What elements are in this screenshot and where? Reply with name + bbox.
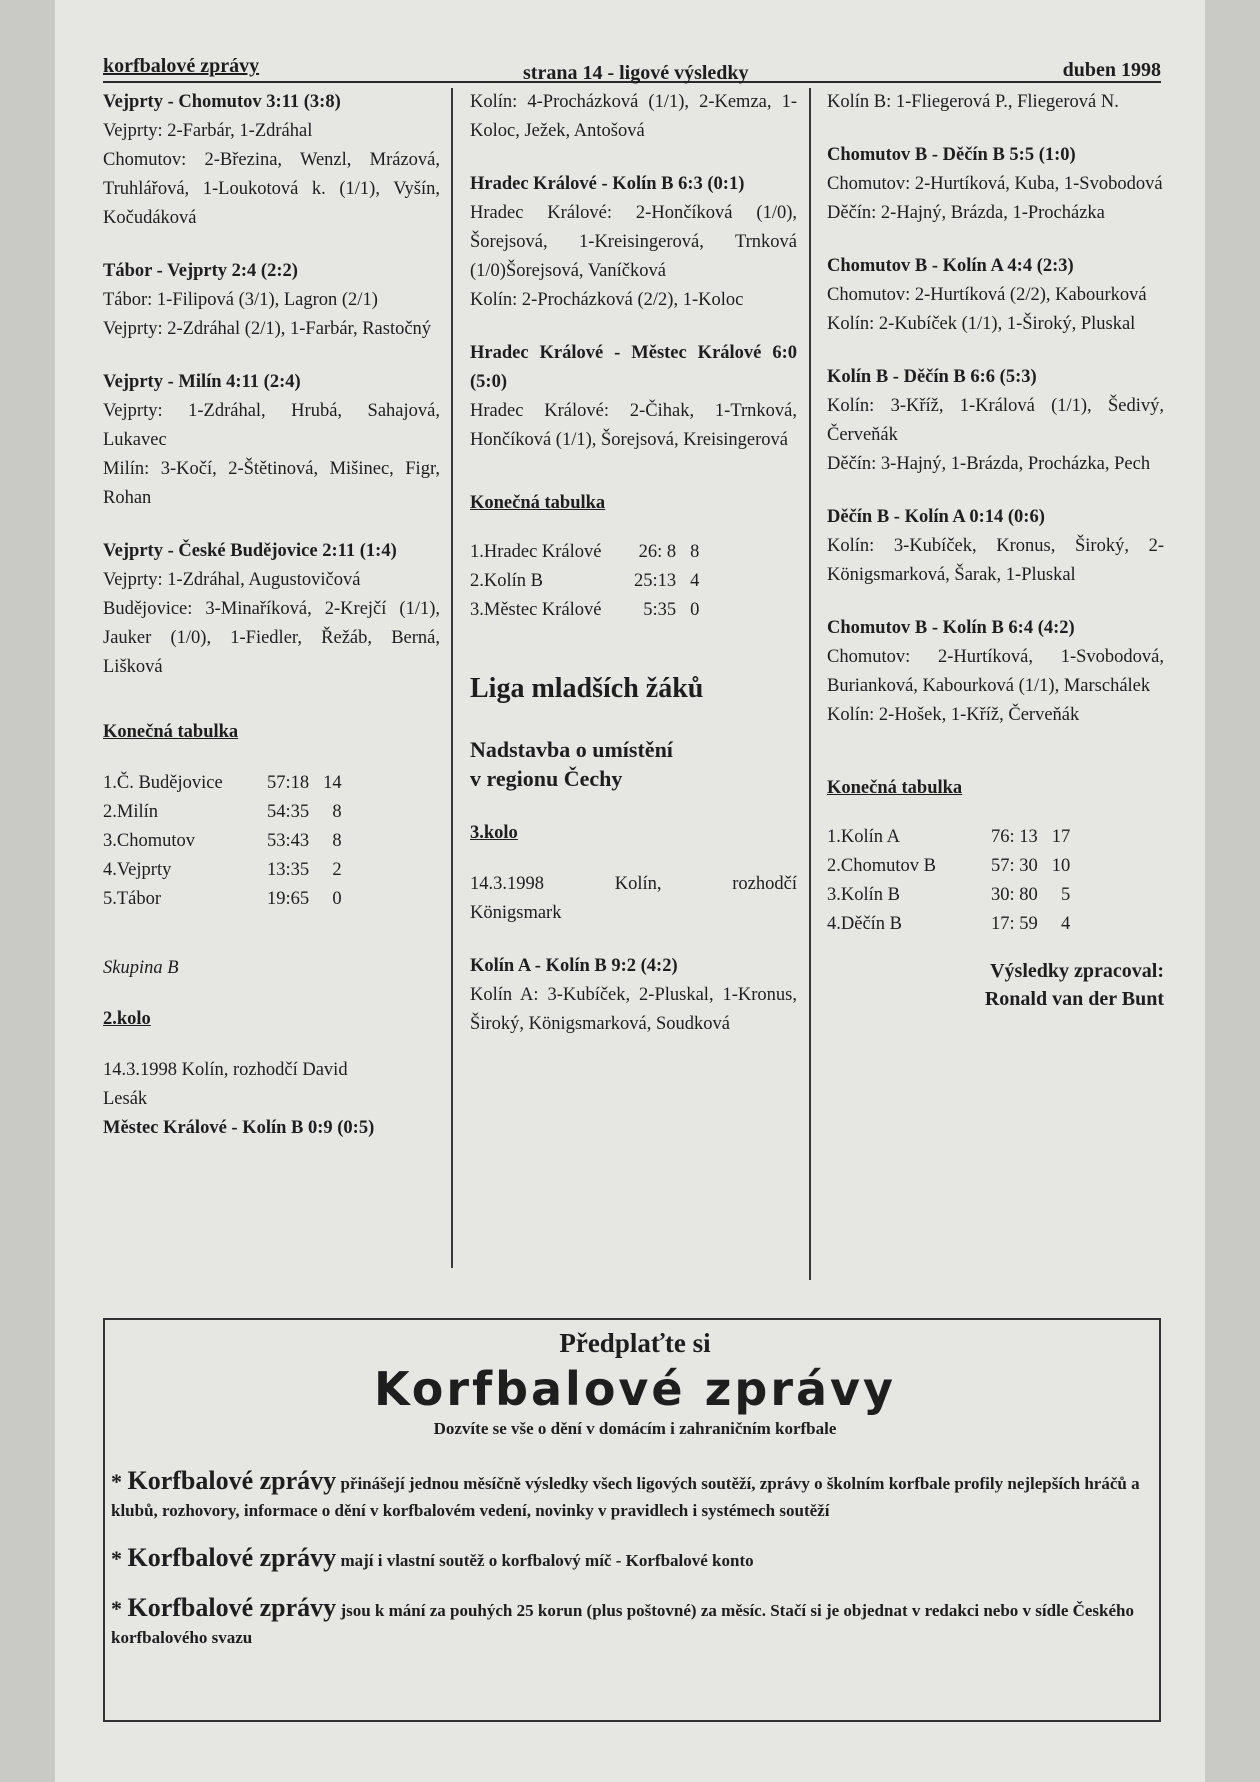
table-row <box>103 885 356 914</box>
round-label: 2.kolo <box>103 1009 151 1029</box>
column-divider <box>809 88 811 1280</box>
match-report <box>827 503 1164 590</box>
score-cell: 57:18 <box>267 773 310 793</box>
match-title: Chomutov B - Kolín B 6:4 (4:2) <box>827 618 1075 638</box>
table-row <box>827 881 1084 910</box>
score-cell: 13:35 <box>267 860 310 880</box>
score-cell: 30: 80 <box>991 885 1038 905</box>
match-title: Vejprty - Milín 4:11 (2:4) <box>103 372 301 392</box>
referee-name: Königsmark <box>470 903 562 923</box>
match-scorers: Milín: 3-Kočí, 2-Štětinová, Mišinec, Figr, Rohan <box>103 459 440 508</box>
section-subtitle: Nadstavba o umístění <box>470 737 673 762</box>
standings-table <box>470 538 713 625</box>
match-scorers: Tábor: 1-Filipová (3/1), Lagron (2/1) <box>103 290 378 310</box>
match-scorers: Děčín: 3-Hajný, 1-Brázda, Procházka, Pech <box>827 454 1151 474</box>
points-cell: 4 <box>1061 914 1071 934</box>
match-scorers: Vejprty: 2-Zdráhal (2/1), 1-Farbár, Rastočný <box>103 319 432 339</box>
match-scorers: Děčín: 2-Hajný, Brázda, 1-Procházka <box>827 203 1105 223</box>
points-cell: 8 <box>332 831 342 851</box>
points-cell: 4 <box>690 571 700 591</box>
ad-masthead: Korfbalové zprávy <box>373 1362 897 1416</box>
match-title: Chomutov B - Děčín B 5:5 (1:0) <box>827 145 1076 165</box>
venue-text: Kolín, <box>614 874 662 894</box>
team-cell: 2.Chomutov B <box>827 856 936 876</box>
match-scorers: Kolín: 2-Kubíček (1/1), 1-Široký, Pluskal <box>827 314 1136 334</box>
points-cell: 8 <box>690 542 700 562</box>
match-scorers: Kolín: 3-Kubíček, Kronus, Široký, 2-Königsmarková, Šarak, 1-Pluskal <box>827 536 1164 585</box>
column-divider <box>451 88 453 1268</box>
match-report <box>103 368 440 513</box>
ad-brand: Korfbalové zprávy <box>127 1593 337 1622</box>
score-cell: 57: 30 <box>991 856 1038 876</box>
team-cell: 3.Chomutov <box>103 831 195 851</box>
match-scorers: Chomutov: 2-Březina, Wenzl, Mrázová, Truhlářová, 1-Loukotová k. (1/1), Vyšín, Kočudáková <box>103 150 440 228</box>
match-title: Kolín B - Děčín B 6:6 (5:3) <box>827 367 1037 387</box>
score-cell: 19:65 <box>267 889 310 909</box>
match-scorers: Kolín: 2-Hošek, 1-Kříž, Červeňák <box>827 705 1080 725</box>
league-title: Liga mladších žáků <box>470 673 704 704</box>
team-cell: 1.Hradec Králové <box>470 542 602 562</box>
results-credit-name: Ronald van der Bunt <box>984 988 1164 1010</box>
match-scorers: Chomutov: 2-Hurtíková (2/2), Kabourková <box>827 285 1147 305</box>
match-date <box>470 870 797 899</box>
match-title: Tábor - Vejprty 2:4 (2:2) <box>103 261 298 281</box>
match-scorers: Budějovice: 3-Minaříková, 2-Krejčí (1/1), Jauker (1/0), 1-Fiedler, Řežáb, Berná, Lišková <box>103 599 440 677</box>
match-report <box>103 257 440 344</box>
score-cell: 5:35 <box>643 600 677 620</box>
referee-name: Lesák <box>103 1089 148 1109</box>
score-cell: 26: 8 <box>638 542 677 562</box>
team-cell: 2.Kolín B <box>470 571 543 591</box>
referee-label: rozhodčí <box>732 874 797 894</box>
match-report <box>827 363 1164 479</box>
ad-brand: Korfbalové zprávy <box>127 1543 337 1572</box>
score-cell: 25:13 <box>634 571 677 591</box>
match-scorers: Kolín: 3-Kříž, 1-Králová (1/1), Šedivý, Červeňák <box>827 396 1164 445</box>
ad-brand: Korfbalové zprávy <box>127 1466 337 1495</box>
match-report <box>827 88 1164 117</box>
score-cell: 53:43 <box>267 831 310 851</box>
standings-title: Konečná tabulka <box>470 493 606 513</box>
match-report <box>470 88 797 146</box>
section-subtitle: v regionu Čechy <box>470 766 623 791</box>
team-cell: 2.Milín <box>103 802 158 822</box>
team-cell: 1.Kolín A <box>827 827 900 847</box>
match-title: Vejprty - České Budějovice 2:11 (1:4) <box>103 541 397 561</box>
match-report <box>103 88 440 233</box>
match-report <box>470 339 797 455</box>
match-scorers: Chomutov: 2-Hurtíková, Kuba, 1-Svobodová <box>827 174 1163 194</box>
points-cell: 5 <box>1061 885 1071 905</box>
date-text: 14.3.1998 Kolín, rozhodčí David <box>103 1060 348 1080</box>
match-title: Kolín A - Kolín B 9:2 (4:2) <box>470 956 678 976</box>
match-title: Hradec Králové - Městec Králové 6:0 (5:0) <box>470 343 797 392</box>
table-row <box>470 596 713 625</box>
asterisk-icon: * <box>111 1469 128 1494</box>
match-scorers: Kolín: 2-Procházková (2/2), 1-Koloc <box>470 290 744 310</box>
team-cell: 4.Děčín B <box>827 914 903 934</box>
match-scorers: Kolín: 4-Procházková (1/1), 2-Kemza, 1-Koloc, Ježek, Antošová <box>470 92 797 141</box>
points-cell: 14 <box>323 773 342 793</box>
match-scorers: Kolín B: 1-Fliegerová P., Fliegerová N. <box>827 92 1119 112</box>
header-publication: korfbalové zprávy <box>103 55 260 77</box>
match-report <box>827 141 1164 228</box>
page-header <box>103 55 1161 83</box>
match-title: Vejprty - Chomutov 3:11 (3:8) <box>103 92 341 112</box>
match-date <box>103 1056 440 1085</box>
team-cell: 1.Č. Budějovice <box>103 773 223 793</box>
header-date: duben 1998 <box>1062 59 1161 81</box>
team-cell: 3.Kolín B <box>827 885 900 905</box>
match-title: Hradec Králové - Kolín B 6:3 (0:1) <box>470 174 745 194</box>
header-page-title: strana 14 - ligové výsledky <box>523 62 749 84</box>
date-text: 14.3.1998 <box>470 874 544 894</box>
match-title: Chomutov B - Kolín A 4:4 (2:3) <box>827 256 1074 276</box>
table-row <box>827 852 1084 881</box>
score-cell: 17: 59 <box>991 914 1038 934</box>
match-report <box>470 170 797 315</box>
table-row <box>827 823 1084 852</box>
ad-paragraph <box>111 1544 1159 1574</box>
match-scorers: Hradec Králové: 2-Hončíková (1/0), Šorejsová, 1-Kreisingerová, Trnková (1/0)Šorejsová, Vaníčková <box>470 203 797 281</box>
match-scorers: Chomutov: 2-Hurtíková, 1-Svobodová, Burianková, Kabourková (1/1), Marschálek <box>827 647 1164 696</box>
match-title: Městec Králové - Kolín B 0:9 (0:5) <box>103 1118 375 1138</box>
subscription-ad <box>103 1318 1161 1722</box>
table-row <box>103 769 356 798</box>
score-cell: 76: 13 <box>991 827 1038 847</box>
match-scorers: Kolín A: 3-Kubíček, 2-Pluskal, 1-Kronus, Široký, Königsmarková, Soudková <box>470 985 797 1034</box>
score-cell: 54:35 <box>267 802 310 822</box>
table-row <box>103 798 356 827</box>
match-report <box>827 252 1164 339</box>
ad-tagline: Dozvíte se vše o dění v domácím i zahraničním korfbale <box>433 1419 837 1438</box>
column-2 <box>470 88 797 1063</box>
column-1 <box>103 88 440 1143</box>
match-report <box>827 614 1164 730</box>
match-scorers: Vejprty: 1-Zdráhal, Augustovičová <box>103 570 361 590</box>
ad-text: jsou k mání za pouhých 25 korun (plus poštovné) za měsíc. Stačí si je objednat v redakci nebo v sídle Českého korfbalového svazu <box>111 1601 1135 1647</box>
standings-table <box>103 769 356 914</box>
match-report <box>470 952 797 1039</box>
points-cell: 0 <box>332 889 342 909</box>
results-credit-label: Výsledky zpracoval: <box>990 960 1164 982</box>
standings-title: Konečná tabulka <box>103 722 239 742</box>
standings-title: Konečná tabulka <box>827 778 963 798</box>
team-cell: 4.Vejprty <box>103 860 172 880</box>
standings-table <box>827 823 1084 939</box>
asterisk-icon: * <box>111 1596 128 1621</box>
table-row <box>103 856 356 885</box>
ad-paragraph <box>111 1594 1159 1651</box>
points-cell: 8 <box>332 802 342 822</box>
team-cell: 5.Tábor <box>103 889 162 909</box>
points-cell: 17 <box>1051 827 1071 847</box>
ad-text: mají i vlastní soutěž o korfbalový míč - Korfbalové konto <box>340 1551 754 1570</box>
match-title: Děčín B - Kolín A 0:14 (0:6) <box>827 507 1045 527</box>
match-scorers: Vejprty: 2-Farbár, 1-Zdráhal <box>103 121 313 141</box>
team-cell: 3.Městec Králové <box>470 600 602 620</box>
match-report <box>103 537 440 682</box>
table-row <box>470 538 713 567</box>
match-scorers: Vejprty: 1-Zdráhal, Hrubá, Sahajová, Lukavec <box>103 401 440 450</box>
match-scorers: Hradec Králové: 2-Čihak, 1-Trnková, Hončíková (1/1), Šorejsová, Kreisingerová <box>470 401 797 450</box>
table-row <box>470 567 713 596</box>
ad-text: přinášejí jednou měsíčně výsledky všech ligových soutěží, zprávy o školním korfbale profily nejlepších hráčů a klubů, rozhovory, informace o dění v korfbalovém vedení, novinky v pravidlech i systémech soutěží <box>111 1474 1140 1520</box>
ad-heading: Předplaťte si <box>559 1328 711 1358</box>
points-cell: 0 <box>690 600 700 620</box>
asterisk-icon: * <box>111 1546 128 1571</box>
points-cell: 10 <box>1051 856 1071 876</box>
table-row <box>103 827 356 856</box>
column-3 <box>827 88 1164 1013</box>
table-row <box>827 910 1084 939</box>
ad-paragraph <box>111 1467 1159 1524</box>
group-label: Skupina B <box>103 958 179 978</box>
round-label: 3.kolo <box>470 823 518 843</box>
points-cell: 2 <box>332 860 342 880</box>
